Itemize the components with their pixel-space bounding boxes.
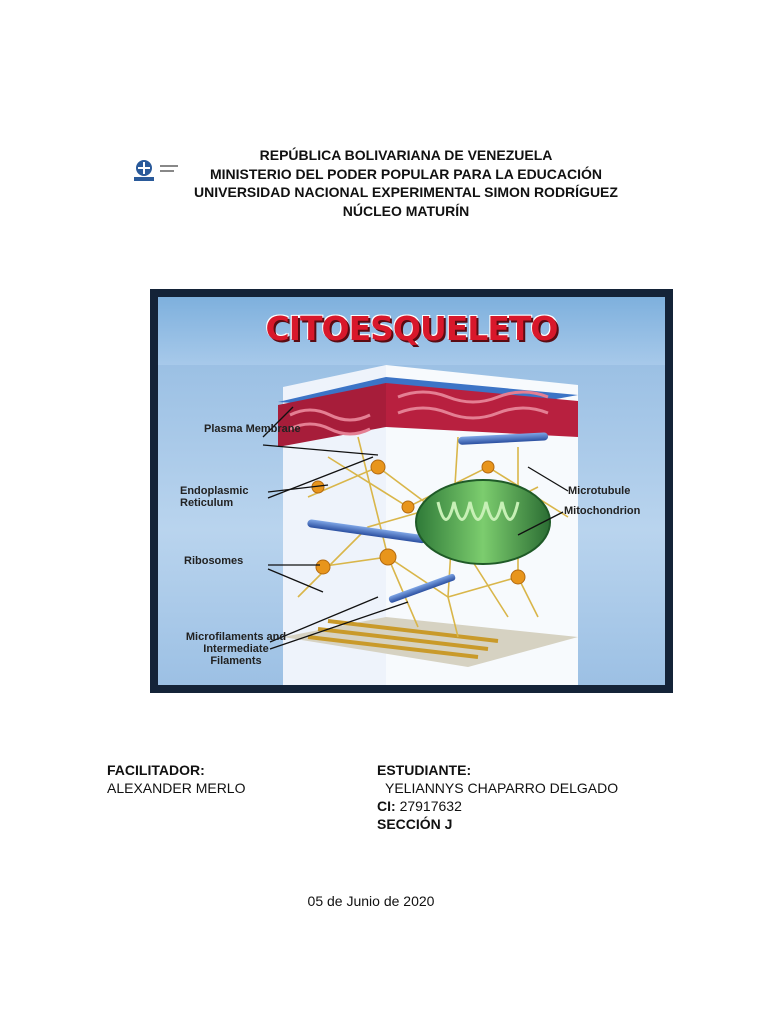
facilitator-name: ALEXANDER MERLO bbox=[107, 780, 246, 796]
student-block bbox=[377, 761, 618, 833]
label-plasma-membrane: Plasma Membrane bbox=[204, 423, 301, 435]
label-mitochondrion: Mitochondrion bbox=[564, 505, 641, 517]
label-endoplasmic-reticulum: Endoplasmic Reticulum bbox=[180, 485, 249, 509]
header-line-university: UNIVERSIDAD NACIONAL EXPERIMENTAL SIMON RODRÍGUEZ bbox=[194, 184, 618, 200]
student-id bbox=[377, 797, 618, 815]
cytoskeleton-figure bbox=[150, 289, 673, 693]
label-microfilaments: Microfilaments and Intermediate Filaments bbox=[185, 631, 287, 667]
student-id-label: CI: bbox=[377, 798, 396, 814]
label-ribosomes: Ribosomes bbox=[184, 555, 244, 567]
student-id-value: 27917632 bbox=[399, 798, 462, 814]
header-line-republic: REPÚBLICA BOLIVARIANA DE VENEZUELA bbox=[259, 147, 553, 163]
header-line-ministry: MINISTERIO DEL PODER POPULAR PARA LA EDUCACIÓN bbox=[209, 165, 603, 182]
header-line-campus: NÚCLEO MATURÍN bbox=[342, 202, 470, 219]
institution-header bbox=[0, 146, 768, 220]
student-section: SECCIÓN J bbox=[377, 816, 453, 832]
student-name: YELIANNYS CHAPARRO DELGADO bbox=[385, 780, 619, 796]
facilitator-label: FACILITADOR: bbox=[107, 762, 205, 778]
label-microtubule: Microtubule bbox=[568, 485, 631, 497]
figure-title: CITOESQUELETO bbox=[265, 309, 558, 348]
facilitator-block bbox=[107, 761, 245, 797]
student-label: ESTUDIANTE: bbox=[377, 762, 472, 778]
document-date: 05 de Junio de 2020 bbox=[307, 893, 435, 909]
